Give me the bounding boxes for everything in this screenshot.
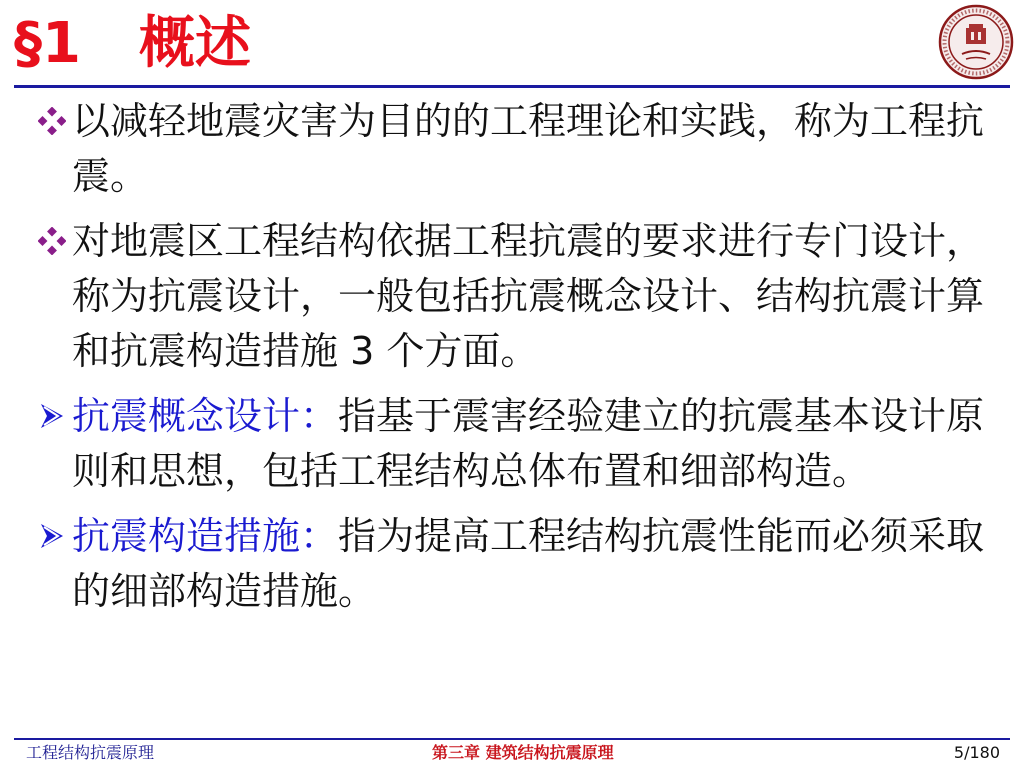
- bullet-item: [36, 509, 986, 619]
- footer-course-title: 工程结构抗震原理: [26, 743, 155, 762]
- section-number: §1: [14, 11, 81, 76]
- bullet-text: 以减轻地震灾害为目的的工程理论和实践，称为工程抗震。: [72, 99, 985, 198]
- bullet-term: 抗震构造措施：: [72, 514, 339, 558]
- bullet-item: [36, 214, 986, 379]
- arrow-bullet-icon: [36, 509, 70, 564]
- diamond-bullet-icon: [36, 94, 70, 149]
- diamond-bullet-icon: [36, 214, 70, 269]
- bullet-text: 指为提高工程结构抗震性能而必须采取的细部构造措施。: [72, 514, 985, 613]
- slide-title: [14, 8, 251, 80]
- bullet-item: [36, 389, 986, 499]
- footer-divider: [14, 738, 1010, 740]
- bullet-term: 抗震概念设计：: [72, 394, 339, 438]
- arrow-bullet-icon: [36, 389, 70, 444]
- footer-chapter-title: 第三章 建筑结构抗震原理: [432, 743, 614, 762]
- title-divider: [14, 85, 1010, 88]
- university-seal-logo: [938, 4, 1014, 80]
- footer-page-number: 5/180: [953, 743, 1000, 762]
- section-heading: 概述: [138, 11, 251, 76]
- bullet-text: 指基于震害经验建立的抗震基本设计原则和思想，包括工程结构总体布置和细部构造。: [72, 394, 985, 493]
- bullet-item: [36, 94, 986, 204]
- bullet-text: 对地震区工程结构依据工程抗震的要求进行专门设计，称为抗震设计，一般包括抗震概念设计、结构抗震计算和抗震构造措施 3 个方面。: [72, 219, 985, 373]
- slide-body: [36, 94, 986, 629]
